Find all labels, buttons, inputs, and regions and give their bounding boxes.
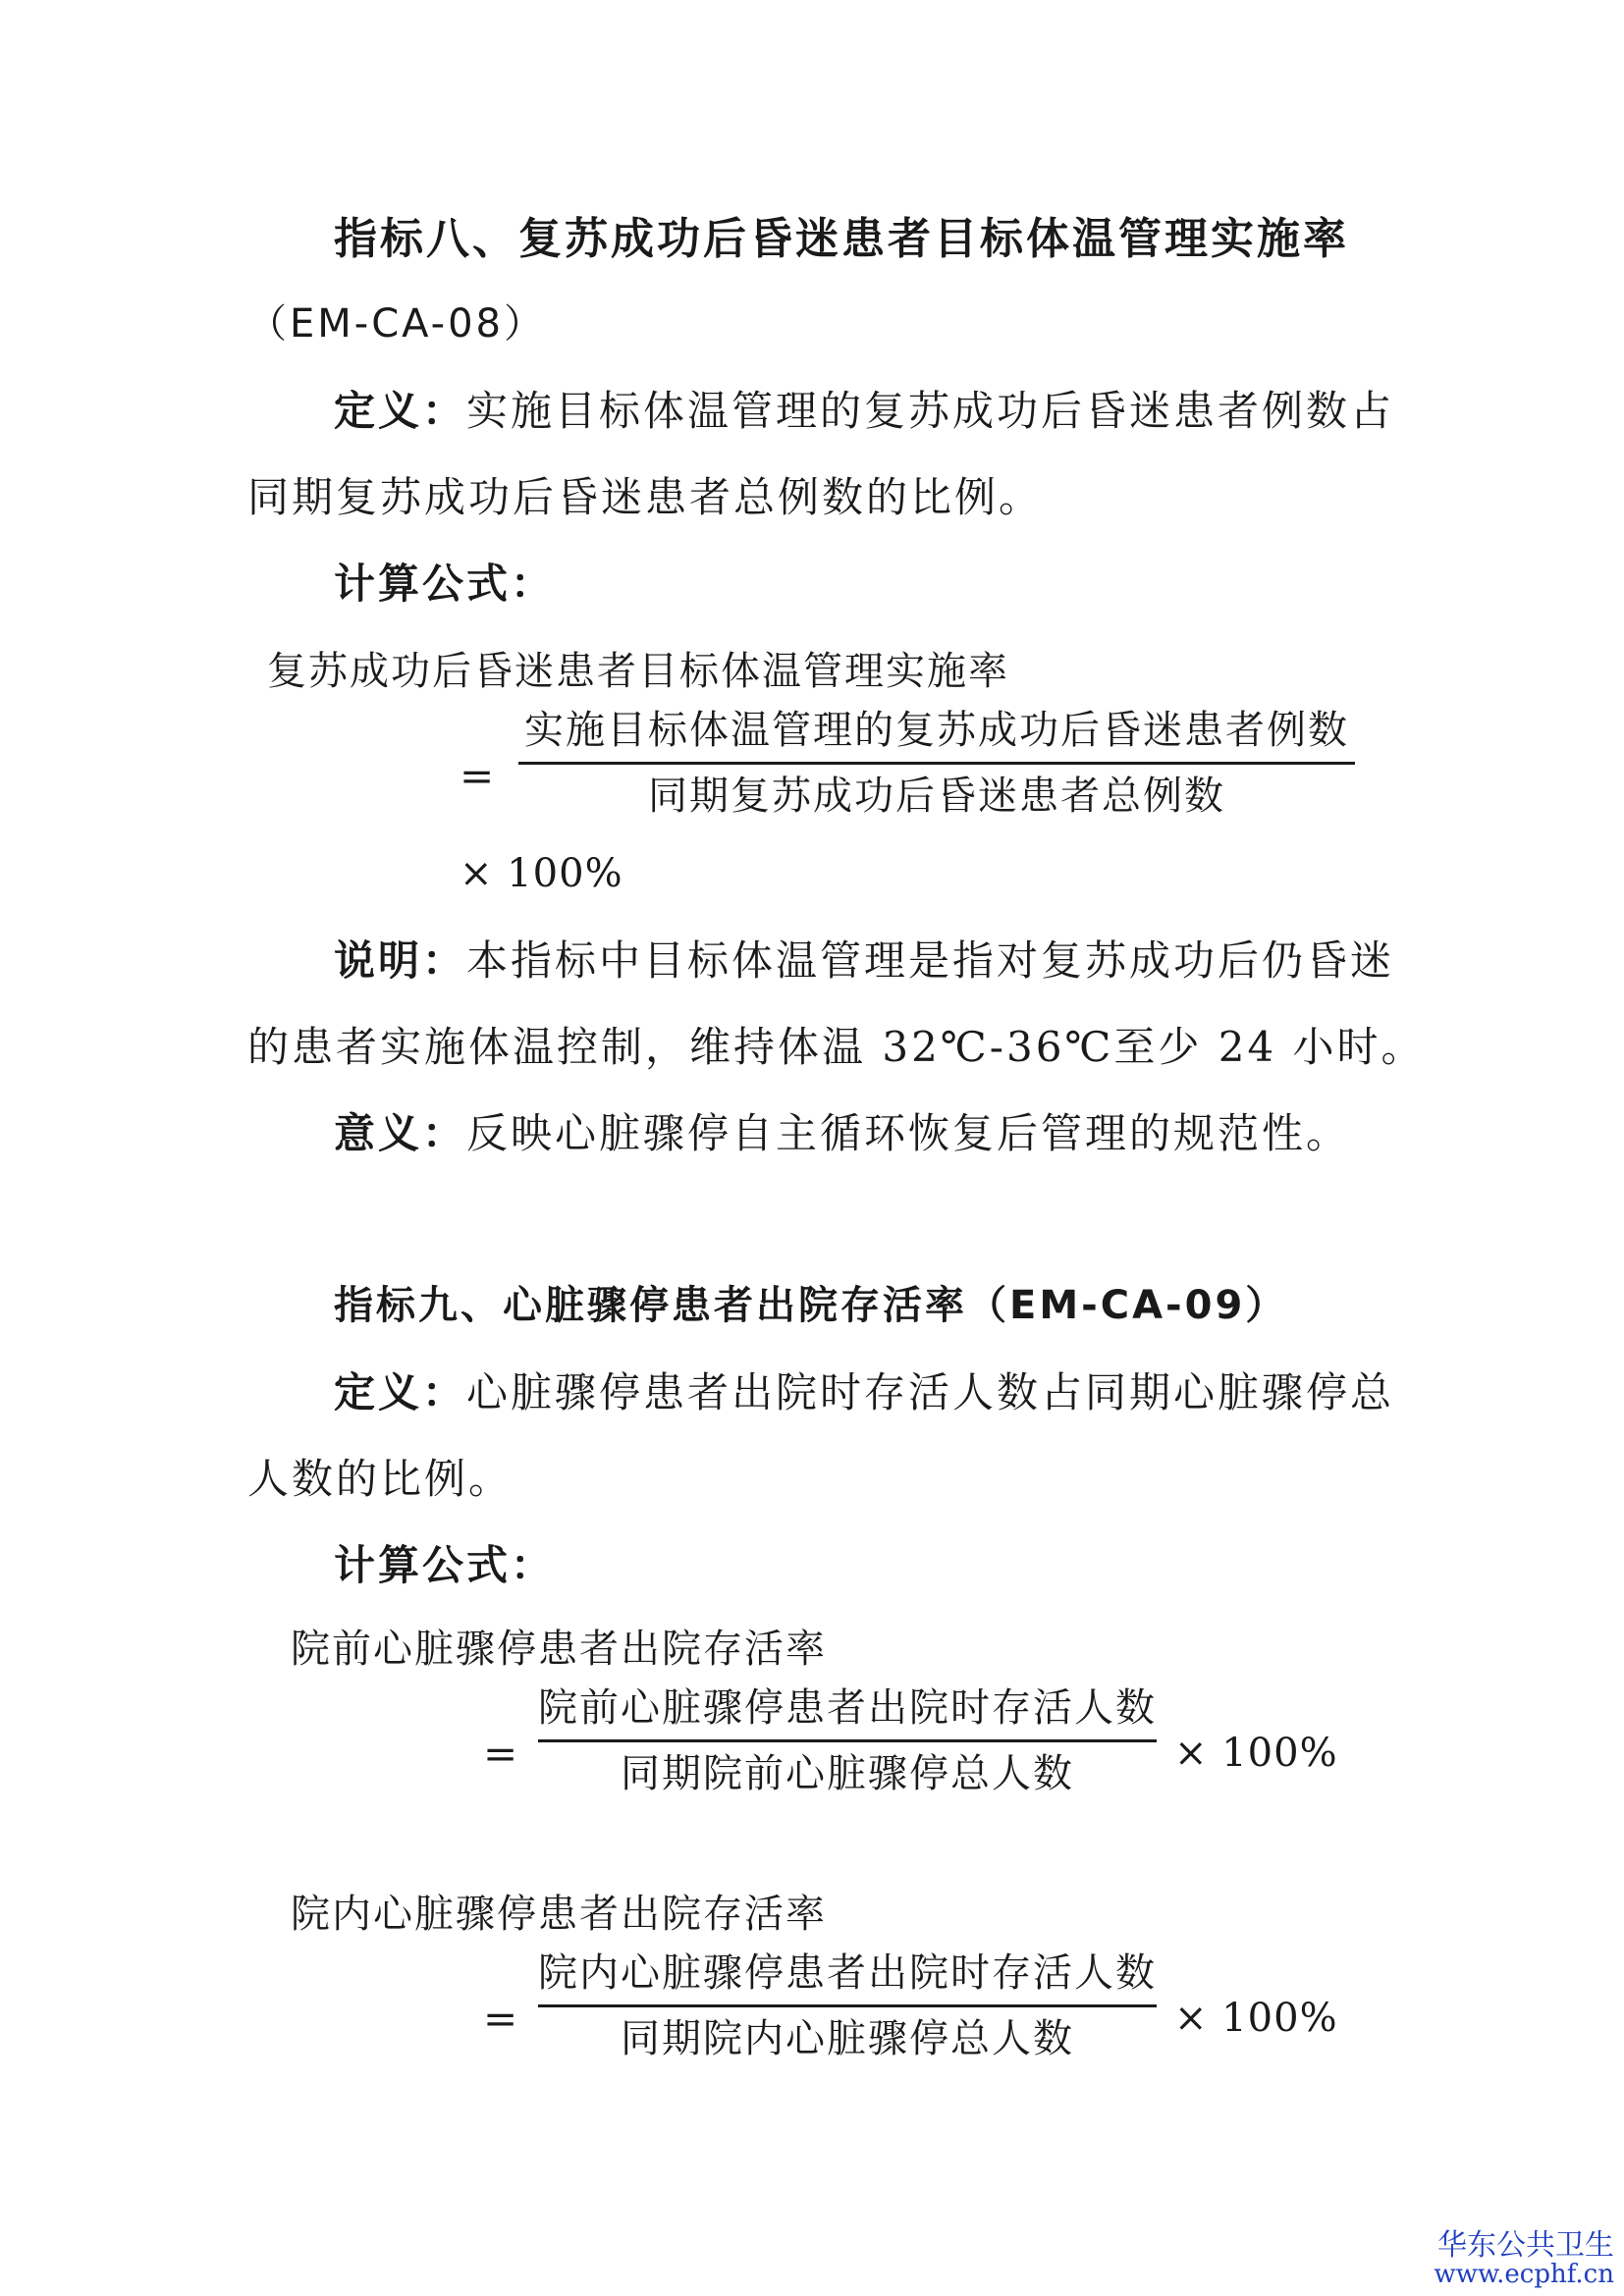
section9-formula1-label: 院前心脏骤停患者出院存活率 bbox=[291, 1627, 827, 1672]
section8-definition-line2: 同期复苏成功后昏迷患者总例数的比例。 bbox=[247, 473, 1044, 521]
definition-label: 定义： bbox=[334, 387, 467, 435]
section9-formula2-fraction bbox=[538, 1950, 1157, 2061]
note-text: 本指标中目标体温管理是指对复苏成功后仍昏迷 bbox=[466, 936, 1395, 985]
section8-formula-label: 复苏成功后昏迷患者目标体温管理实施率 bbox=[267, 649, 1009, 694]
section8-note-line1 bbox=[334, 936, 1395, 985]
definition-text: 实施目标体温管理的复苏成功后昏迷患者例数占 bbox=[466, 387, 1395, 435]
section9-formula2-equals: = bbox=[483, 1995, 518, 2043]
section8-equals-sign: = bbox=[460, 752, 495, 800]
fraction-bar bbox=[538, 2004, 1157, 2007]
watermark-name: 华东公共卫生 bbox=[1437, 2228, 1614, 2263]
section9-formula2-multiplier: × 100% bbox=[1174, 1996, 1338, 2041]
section8-title-line2: （EM-CA-08） bbox=[247, 301, 546, 347]
note-label: 说明： bbox=[334, 936, 467, 985]
section9-formula2-label: 院内心脏骤停患者出院存活率 bbox=[291, 1892, 827, 1937]
section9-formula1-numerator: 院前心脏骤停患者出院时存活人数 bbox=[538, 1685, 1157, 1731]
watermark-url[interactable]: www.ecphf.cn bbox=[1434, 2260, 1614, 2289]
section8-numerator: 实施目标体温管理的复苏成功后昏迷患者例数 bbox=[524, 708, 1349, 753]
section9-formula2-denominator: 同期院内心脏骤停总人数 bbox=[621, 2016, 1074, 2061]
section8-definition-line1 bbox=[334, 387, 1395, 435]
meaning-text: 反映心脏骤停自主循环恢复后管理的规范性。 bbox=[466, 1109, 1351, 1157]
section8-denominator: 同期复苏成功后昏迷患者总例数 bbox=[648, 774, 1225, 819]
section8-multiplier: × 100% bbox=[460, 851, 623, 896]
section9-formula-heading: 计算公式： bbox=[334, 1541, 556, 1589]
section9-formula1-denominator: 同期院前心脏骤停总人数 bbox=[621, 1751, 1074, 1796]
section8-title-line1: 指标八、复苏成功后昏迷患者目标体温管理实施率 bbox=[334, 214, 1349, 264]
section8-formula-heading: 计算公式： bbox=[334, 560, 556, 608]
fraction-bar bbox=[518, 762, 1355, 765]
section8-note-line2: 的患者实施体温控制，维持体温 32℃-36℃至少 24 小时。 bbox=[247, 1023, 1426, 1071]
meaning-label: 意义： bbox=[334, 1109, 467, 1157]
definition-text: 心脏骤停患者出院时存活人数占同期心脏骤停总 bbox=[466, 1368, 1395, 1416]
fraction-bar bbox=[538, 1739, 1157, 1742]
definition-label: 定义： bbox=[334, 1368, 467, 1416]
section9-definition-line1 bbox=[334, 1368, 1395, 1416]
section9-formula1-equals: = bbox=[483, 1730, 518, 1778]
section9-formula1-multiplier: × 100% bbox=[1174, 1731, 1338, 1776]
section8-fraction bbox=[518, 708, 1355, 819]
section8-meaning bbox=[334, 1109, 1351, 1157]
section9-definition-line2: 人数的比例。 bbox=[247, 1455, 514, 1503]
section9-title: 指标九、心脏骤停患者出院存活率（EM-CA-09） bbox=[334, 1283, 1288, 1328]
section9-formula1-fraction bbox=[538, 1685, 1157, 1796]
section9-formula2-numerator: 院内心脏骤停患者出院时存活人数 bbox=[538, 1950, 1157, 1996]
